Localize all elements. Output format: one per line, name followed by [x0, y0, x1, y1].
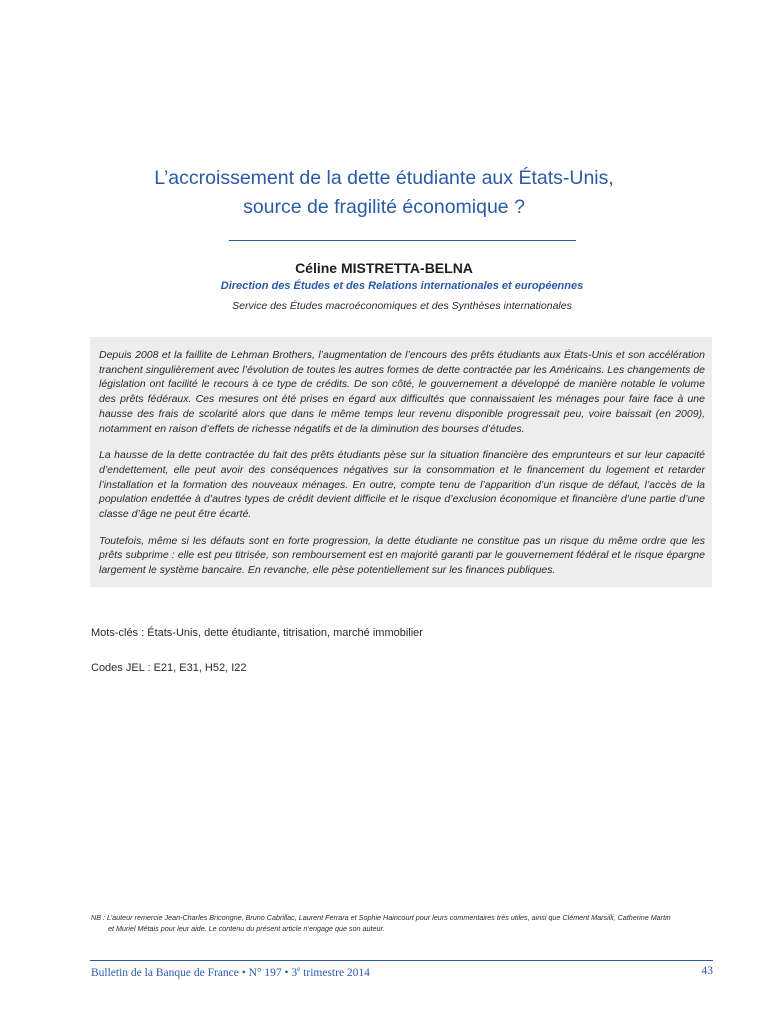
abstract-paragraph-1: Depuis 2008 et la faillite de Lehman Brothers, l’augmentation de l’encours des prêts étudiants aux États-Unis et son accélération tranchent singulièrement avec l’évolution de toutes les autres formes de dette contractée par les Américains. Les changements de législation ont facilité le recours à ce type de crédits. De son côté, le gouvernement a développé de manière notable le volume des prêts fédéraux. Ces mesures ont été prises en égard aux difficultés que connaissaient les ménages pour faire face à une hausse des frais de scolarité alors que dans le même temps leur revenu disponible progressait peu, voire baissait (en 2009), notamment en raison d’effets de richesse négatifs et de la diminution des bourses d’études. — [99, 349, 705, 435]
title-divider — [229, 240, 576, 241]
footer-superscript: e — [297, 965, 301, 973]
footnote — [91, 913, 716, 934]
abstract-paragraph-2: La hausse de la dette contractée du fait des prêts étudiants pèse sur la situation financière des emprunteurs et sur leur capacité d’endettement, elle peut avoir des conséquences négatives sur la consommation et le financement du logement et retarder l’installation et la formation des nouveaux ménages. En outre, compte tenu de l’apparition d’un risque de défaut, l’accès de la population endettée à d’autres types de crédit devient difficile et le risque d’exclusion économique et financière d’une partie d’une classe d’âge ne peut être écarté. — [99, 449, 705, 521]
author-direction: Direction des Études et des Relations internationales et européennes — [220, 280, 584, 292]
abstract-box — [90, 337, 712, 587]
footer-text-after: trimestre 2014 — [300, 966, 370, 979]
jel-codes: Codes JEL : E21, E31, H52, I22 — [91, 662, 247, 674]
footer-publication — [91, 965, 370, 979]
footnote-line-2: et Muriel Métais pour leur aide. Le contenu du présent article n’engage que son auteur. — [108, 923, 385, 933]
title-line-1: L’accroissement de la dette étudiante aux États-Unis, — [154, 167, 614, 189]
abstract-paragraph-3: Toutefois, même si les défauts sont en forte progression, la dette étudiante ne constitue pas un risque du même ordre que les prêts subprime : elle est peu titrisée, son remboursement est en majorité garanti par le gouvernement fédéral et le risque épargne largement le système bancaire. En revanche, elle pèse potentiellement sur les finances publiques. — [99, 534, 705, 577]
page-number: 43 — [701, 965, 713, 977]
author-service: Service des Études macroéconomiques et des Synthèses internationales — [232, 300, 572, 312]
footnote-line-1: L’auteur remercie Jean-Charles Bricongne, Bruno Cabrillac, Laurent Ferrara et Sophie Haincourt pour leurs commentaires très utiles, ainsi que Clément Marsilli, Catherine Martin — [106, 913, 671, 922]
footer-text-before: Bulletin de la Banque de France • N° 197 • 3 — [91, 966, 298, 979]
author-name: Céline MISTRETTA-BELNA — [295, 260, 473, 276]
footer-divider — [90, 960, 713, 961]
title-line-2: source de fragilité économique ? — [243, 196, 525, 218]
article-title — [60, 164, 708, 222]
keywords: Mots-clés : États-Unis, dette étudiante, titrisation, marché immobilier — [91, 627, 423, 639]
footnote-label: NB : — [91, 913, 105, 922]
